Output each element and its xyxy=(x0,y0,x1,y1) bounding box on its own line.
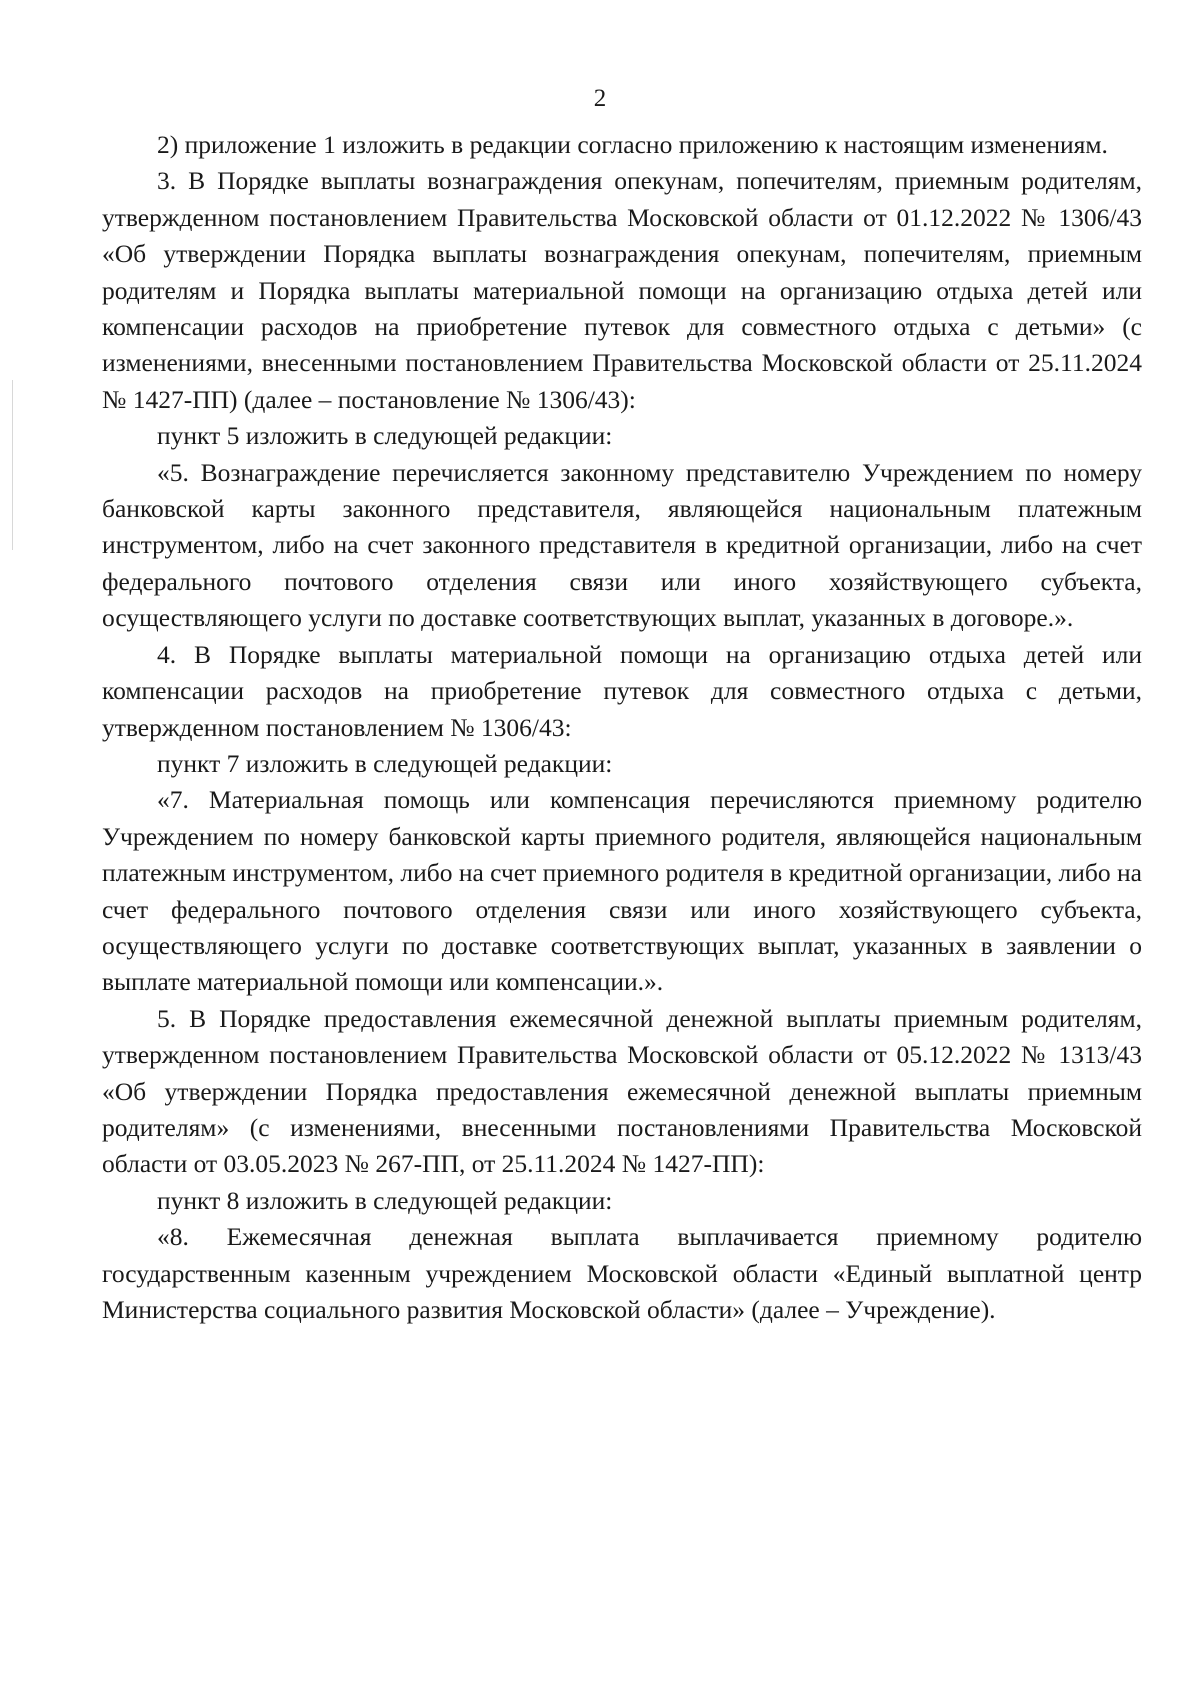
scan-edge-mark xyxy=(12,380,13,550)
paragraph-point-8-intro: пункт 8 изложить в следующей редакции: xyxy=(157,1185,613,1215)
paragraph-point-7-text: «7. Материальная помощь или компенсация перечисляются приемному родителю Учреждением по номеру банковской карты приемного родителя, являющейся национальным платежным инструментом, либо на счет приемного родителя в кредитной организации, либо на счет федерального почтового отделения связи или иного хозяйствующего субъекта, осуществляющего услуги по доставке соответствующих выплат, указанных в заявлении о выплате материальной помощи или компенсации.». xyxy=(102,785,1142,997)
paragraph-section-4: 4. В Порядке выплаты материальной помощи на организацию отдыха детей или компенсации расходов на приобретение путевок для совместного отдыха с детьми, утвержденном постановлением № 1306/43: xyxy=(102,639,1142,742)
paragraph-point-7-intro: пункт 7 изложить в следующей редакции: xyxy=(157,748,613,778)
paragraph-point-5-intro: пункт 5 изложить в следующей редакции: xyxy=(157,421,613,451)
paragraph-point-5-text: «5. Вознаграждение перечисляется законному представителю Учреждением по номеру банковской карты законного представителя, являющейся национальным платежным инструментом, либо на счет законного представителя в кредитной организации, либо на счет федерального почтового отделения связи или иного хозяйствующего субъекта, осуществляющего услуги по доставке соответствующих выплат, указанных в договоре.». xyxy=(102,457,1142,633)
paragraph-point-8-text: «8. Ежемесячная денежная выплата выплачивается приемному родителю государственным казенным учреждением Московской области «Единый выплатной центр Министерства социального развития Московской области» (далее – Учреждение). xyxy=(102,1222,1142,1324)
document-body xyxy=(102,127,1142,1328)
paragraph-section-5: 5. В Порядке предоставления ежемесячной денежной выплаты приемным родителям, утвержденном постановлением Правительства Московской области от 05.12.2022 № 1313/43 «Об утверждении Порядка предоставления ежемесячной денежной выплаты приемным родителям» (с изменениями, внесенными постановлениями Правительства Московской области от 03.05.2023 № 267-ПП, от 25.11.2024 № 1427-ПП): xyxy=(102,1003,1142,1179)
page-number: 2 xyxy=(593,85,607,112)
paragraph-item-2: 2) приложение 1 изложить в редакции согласно приложению к настоящим изменениям. xyxy=(157,130,1108,159)
paragraph-section-3: 3. В Порядке выплаты вознаграждения опекунам, попечителям, приемным родителям, утвержденном постановлением Правительства Московской области от 01.12.2022 № 1306/43 «Об утверждении Порядка выплаты вознаграждения опекунам, попечителям, приемным родителям и Порядка выплаты материальной помощи на организацию отдыха детей или компенсации расходов на приобретение путевок для совместного отдыха с детьми» (с изменениями, внесенными постановлением Правительства Московской области от 25.11.2024 № 1427-ПП) (далее – постановление № 1306/43): xyxy=(102,166,1142,414)
